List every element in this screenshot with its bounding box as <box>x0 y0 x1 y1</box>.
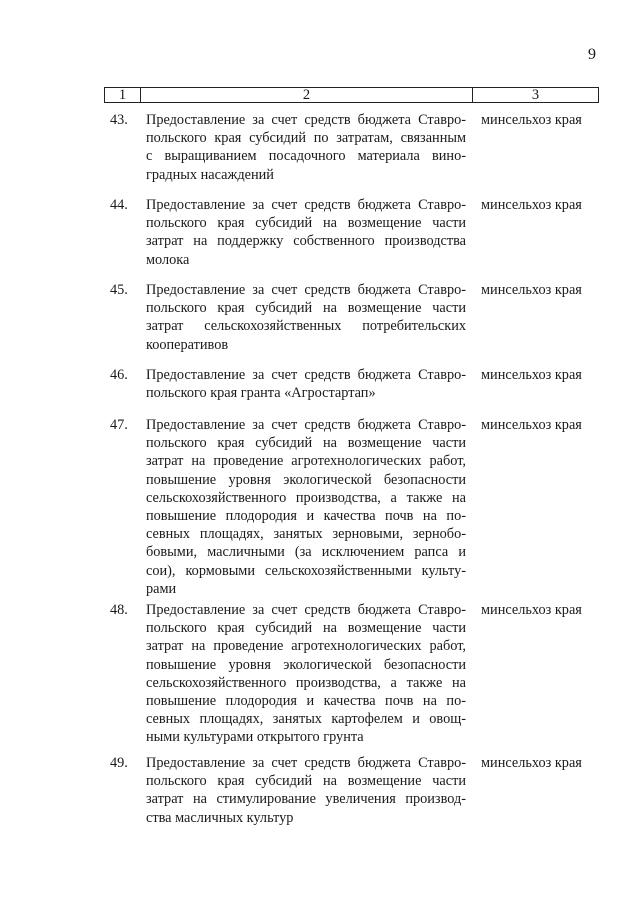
row-number: 45. <box>110 282 128 298</box>
description-line: Предоставление за счет средств бюджета Ставро- <box>146 282 466 298</box>
description-line: ными культурами открытого грунта <box>146 729 364 746</box>
row-description <box>146 281 466 354</box>
row-number: 49. <box>110 755 128 771</box>
row-description <box>146 754 466 827</box>
description-line: повышение плодородия и качества почв на по- <box>146 693 466 710</box>
description-line: польского края субсидий на возмещение части <box>146 300 466 317</box>
page-number: 9 <box>588 46 596 63</box>
row-number: 46. <box>110 367 128 383</box>
row-description <box>146 111 466 184</box>
description-line: градных насаждений <box>146 166 274 183</box>
description-line: польского края гранта «Агростартап» <box>146 385 376 402</box>
description-line: повышение уровня экологической безопасности <box>146 656 466 673</box>
row-description <box>146 196 466 269</box>
description-line: польского края субсидий на возмещение части <box>146 435 466 452</box>
description-line: польского края субсидий на возмещение части <box>146 620 466 637</box>
row-responsible: минсельхоз края <box>481 755 582 771</box>
row-number: 48. <box>110 602 128 618</box>
description-line: повышение плодородия и качества почв на по- <box>146 508 466 525</box>
description-line: севных площадях, занятых зерновыми, зернобо- <box>146 526 466 543</box>
description-line: польского края субсидий на возмещение части <box>146 215 466 232</box>
row-number: 47. <box>110 417 128 433</box>
row-responsible: минсельхоз края <box>481 112 582 128</box>
description-line: затрат на проведение агротехнологических работ, <box>146 453 466 470</box>
description-line: Предоставление за счет средств бюджета Ставро- <box>146 112 466 128</box>
row-number: 43. <box>110 112 128 128</box>
description-line: Предоставление за счет средств бюджета Ставро- <box>146 602 466 618</box>
description-line: затрат на стимулирование увеличения производ- <box>146 791 466 808</box>
table-header <box>104 87 599 103</box>
description-line: Предоставление за счет средств бюджета Ставро- <box>146 417 466 433</box>
row-number: 44. <box>110 197 128 213</box>
description-line: польского края субсидий по затратам, связанным <box>146 130 466 147</box>
row-responsible: минсельхоз края <box>481 367 582 383</box>
description-line: затрат сельскохозяйственных потребительских <box>146 318 466 335</box>
description-line: кооперативов <box>146 336 229 353</box>
row-responsible: минсельхоз края <box>481 197 582 213</box>
header-col-1: 1 <box>105 88 141 102</box>
row-description <box>146 601 466 747</box>
description-line: повышение уровня экологической безопасности <box>146 471 466 488</box>
description-line: польского края субсидий на возмещение части <box>146 773 466 790</box>
description-line: сельскохозяйственного производства, а также на <box>146 674 466 691</box>
description-line: рами <box>146 580 177 597</box>
description-line: Предоставление за счет средств бюджета Ставро- <box>146 367 466 383</box>
description-line: севных площадях, занятых картофелем и овощ- <box>146 711 466 728</box>
description-line: бовыми, масличными (за исключением рапса и <box>146 544 466 561</box>
description-line: с выращиванием посадочного материала вино- <box>146 148 466 165</box>
row-responsible: минсельхоз края <box>481 602 582 618</box>
description-line: Предоставление за счет средств бюджета Ставро- <box>146 755 466 771</box>
description-line: затрат на проведение агротехнологических работ, <box>146 638 466 655</box>
row-responsible: минсельхоз края <box>481 282 582 298</box>
description-line: затрат на поддержку собственного производства <box>146 233 466 250</box>
header-col-2: 2 <box>141 88 473 102</box>
row-description <box>146 416 466 598</box>
row-responsible: минсельхоз края <box>481 417 582 433</box>
header-col-3: 3 <box>531 87 540 103</box>
row-description <box>146 366 466 402</box>
description-line: сои), кормовыми сельскохозяйственными культу- <box>146 562 466 579</box>
description-line: ства масличных культур <box>146 809 294 826</box>
description-line: молока <box>146 251 190 268</box>
description-line: Предоставление за счет средств бюджета Ставро- <box>146 197 466 213</box>
description-line: сельскохозяйственного производства, а также на <box>146 489 466 506</box>
